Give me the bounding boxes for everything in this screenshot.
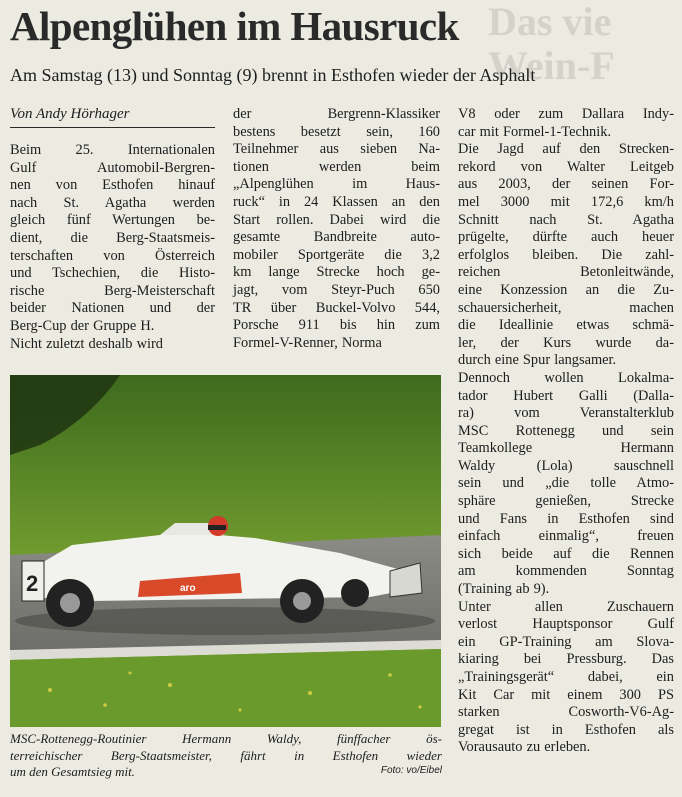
article-line: terschaften von Österreich [10,247,215,264]
article-line: V8 oder zum Dallara Indy- [458,106,674,122]
article-line: ra) vom Veranstalterklub [458,405,674,422]
article-line: sich beide auf die Rennen [458,545,674,562]
article-line: gesamte Bandbreite auto- [233,229,440,246]
article-line: sphäre genießen, Strecke [458,493,674,510]
article-line: Beim 25. Internationalen [10,142,215,158]
article-line: gleich fünf Wertungen be- [10,212,215,229]
article-line: Teilnehmer aus sieben Na- [233,141,440,158]
article-line: reichen Betonleitwände, [458,264,674,281]
bleed-line: Das vie [488,0,612,44]
article-line: ein GP-Training am Slova- [458,633,674,650]
article-line: mobiler Sportgeräte die 3,2 [233,246,440,263]
article-line: Die Jagd auf den Strecken- [458,141,674,158]
article-line: MSC Rottenegg und sein [458,422,674,439]
adjacent-article-bleed [488,0,682,110]
article-line: dient, die Berg-Staatsmeis- [10,229,215,246]
article-line: rekord von Walter Leitgeb [458,158,674,175]
article-line: „Alpenglühen im Haus- [233,176,440,193]
article-line: nen von Esthofen hinauf [10,177,215,194]
subheadline: Am Samstag (13) und Sonntag (9) brennt in Esthofen wieder der Asphalt [10,65,536,85]
article-line: ruck“ in 24 Klassen an den [233,193,440,210]
car-number: 2 [26,571,39,596]
article-line: Porsche 911 bis hin zum [233,317,440,334]
article-line: durch eine Spur langsamer. [458,352,617,369]
race-car-photo [10,375,441,727]
article-line: Dennoch wollen Lokalma- [458,369,674,386]
article-line: Berg-Cup der Gruppe H. [10,317,155,334]
article-line: tador Hubert Galli (Dalla- [458,387,674,404]
article-line: mel 3000 mit 172,6 km/h [458,193,674,210]
article-line: „Trainingsgerät“ dabei, ein [458,669,674,685]
article-line: Formel-V-Renner, Norma [233,334,382,351]
article-line: und Tschechien, die Histo- [10,265,215,282]
article-line: Gulf Automobil-Bergren- [10,159,215,176]
article-line: beider Nationen und der [10,300,215,317]
caption-line: MSC-Rottenegg-Routinier Hermann Waldy, fünffacher ös- [10,731,442,746]
article-line: Schnitt nach St. Agatha [458,211,674,228]
article-line: Unter allen Zuschauern [458,598,674,615]
article-column-1 [10,142,215,353]
photo-credit: Foto: vo/Eibel [380,765,442,776]
article-line: rische Berg-Meisterschaft [10,282,215,299]
article-column-3 [458,106,674,757]
article-line: die Ideallinie etwas schmä- [458,317,674,334]
caption-line: um den Gesamtsieg mit. [10,764,135,779]
caption-line: terreichischer Berg-Staatsmeister, fährt in Esthofen wieder [10,747,442,763]
byline: Von Andy Hörhager [10,104,215,128]
article-line: aus 2003, der seinen For- [458,176,674,193]
headline: Alpenglühen im Hausruck [10,3,459,49]
article-line: gregat ist in Esthofen als [458,721,674,738]
article-line: kiaring bei Pressburg. Das [458,651,674,668]
article-line: (Training ab 9). [458,581,550,598]
article-line: starken Cosworth-V6-Ag- [458,704,674,721]
article-line: prügelte, dürfte auch heuer [458,229,674,246]
bleed-line: Wein-F [488,43,615,88]
article-line: verlost Hauptsponsor Gulf [458,616,674,633]
car-livery-text: aro [180,583,196,594]
article-line: einfach einmalig“, freuen [458,528,674,545]
article-line: der Bergrenn-Klassiker [233,106,440,122]
article-line: am kommenden Sonntag [458,563,674,580]
foreground-grass [10,649,441,727]
article-line: jagt, vom Steyr-Puch 650 [233,281,440,298]
article-line: ler, der Kurs wurde da- [458,334,674,351]
article-line: sein und „die tolle Atmo- [458,475,674,492]
article-line: Start rollen. Dabei wird die [233,211,440,228]
article-line: car mit Formel-1-Technik. [458,123,612,140]
photo-caption [10,731,442,781]
race-car-illustration [10,375,441,727]
article-line: km lange Strecke hoch ge- [233,264,440,281]
article-line: Kit Car mit einem 300 PS [458,686,674,703]
article-line: Nicht zuletzt deshalb wird [10,335,163,352]
article-line: Vorausauto zu erleben. [458,739,591,756]
article-line: erfolglos bleiben. Die zahl- [458,246,674,263]
article-line: schauersicherheit, machen [458,299,674,316]
article-line: Waldy (Lola) sauschnell [458,457,674,474]
article-column-2 [233,106,440,352]
article-line: nach St. Agatha werden [10,194,215,211]
article-line: und Fans in Esthofen sind [458,510,674,527]
article-line: tionen werden beim [233,158,440,175]
article-line: eine Konzession an die Zu- [458,281,674,298]
article-line: Teamkollege Hermann [458,440,674,457]
article-line: bestens besetzt sein, 160 [233,123,440,140]
article-line: TR über Buckel-Volvo 544, [233,299,440,316]
